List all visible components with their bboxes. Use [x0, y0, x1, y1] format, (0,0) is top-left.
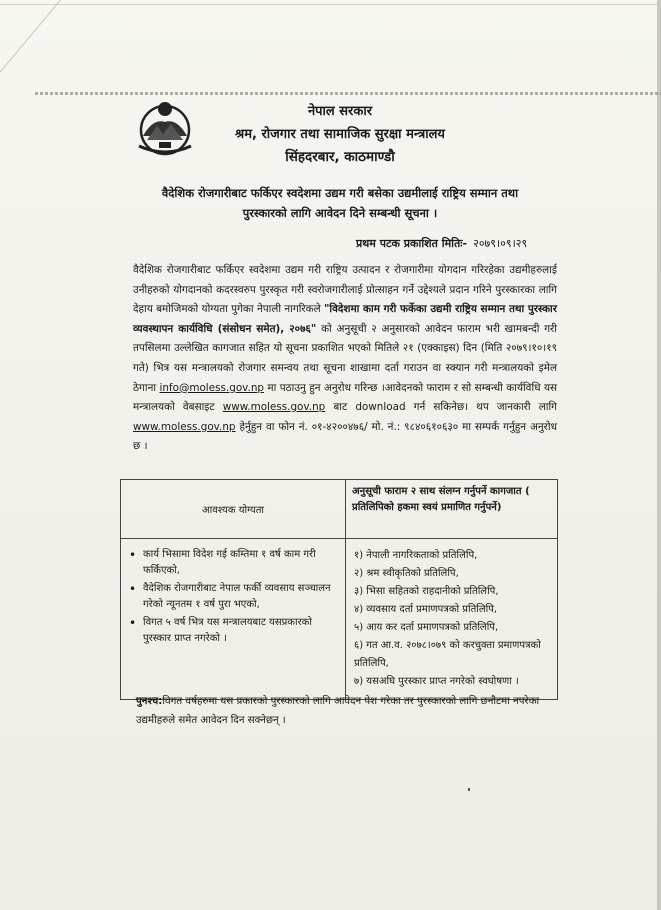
body-part-4: बाट download गर्न सकिनेछ। थप जानकारी लागि [325, 401, 557, 414]
requirements-table [120, 479, 558, 700]
office-address: सिंहदरबार, काठमाण्डौ [285, 149, 395, 165]
government-name: नेपाल सरकार [307, 104, 373, 119]
eligibility-item: • वैदेशिक रोजगारीबाट नेपाल फर्की व्यवसाय सञ्चालन गरेको न्यूनतम १ वर्ष पुरा भएको, [129, 581, 339, 613]
document-item: ४) व्यवसाय दर्ता प्रमाणपत्रको प्रतिलिपि, [354, 604, 498, 615]
postscript-note [136, 692, 556, 730]
eligibility-cell [121, 539, 346, 700]
document-item: ७) यसअघि पुरस्कार प्राप्त नगरेको स्वघोषणा । [354, 676, 519, 687]
publication-date-label: प्रथम पटक प्रकाशित मितिः- [356, 237, 468, 250]
documents-cell [346, 539, 558, 700]
body-part-3: मा पठाउनु हुन अनुरोध गरिन्छ ।आवेदनको फाराम र सो सम्बन्धी कार्यविधि यस मन्त्रालयको वेबसाइट [133, 381, 557, 414]
document-item: १) नेपाली नागरिकताको प्रतिलिपि, [354, 550, 478, 561]
procedure-title: "विदेशमा काम गरी फर्केका उद्यमी राष्ट्रिय सम्मान तथा पुरस्कार व्यवस्थापन कार्यविधि (संसोधन समेत), २०७६" [133, 303, 557, 335]
ministry-name: श्रम, रोजगार तथा सामाजिक सुरक्षा मन्त्रालय [235, 127, 445, 142]
documents-header: अनुसूची फाराम २ साथ संलग्न गर्नुपर्ने कागजात ( प्रतिलिपिको हकमा स्वयं प्रमाणित गर्नुपर्ने) [346, 480, 558, 539]
publication-date-value: २०७९।०९।२९ [473, 237, 528, 250]
notice-subject-line1: वैदेशिक रोजगारीबाट फर्किएर स्वदेशमा उद्यम गरी बसेका उद्यमीलाई राष्ट्रिय सम्मान तथा [161, 186, 519, 200]
notice-body [133, 261, 557, 457]
document-item: ५) आय कर दर्ता प्रमाणपत्रको प्रतिलिपि, [354, 622, 499, 633]
website-link-2[interactable]: www.moless.gov.np [133, 420, 236, 433]
header-divider [35, 92, 661, 95]
eligibility-item: • कार्य भिसामा विदेश गई कम्तिमा १ वर्ष काम गरी फर्किएको, [129, 547, 339, 579]
eligibility-list [121, 539, 345, 657]
postscript-text: विगत वर्षहरुमा यस प्रकारको पुरस्कारको लागि आवेदन पेश गरेका तर पुरस्कारको लागि छनौटमा नपरेका उद्यमीहरुले समेत आवेदन दिन सक्नेछन् । [136, 696, 540, 726]
email-link[interactable]: info@moless.gov.np [159, 381, 264, 394]
notice-subject-line2: पुरस्कारको लागि आवेदन दिने सम्बन्धी सूचना । [242, 206, 438, 220]
scan-speck [468, 788, 470, 791]
body-part-1: वैदेशिक रोजगारीबाट फर्किएर स्वदेशमा उद्यम गरी राष्ट्रिय उत्पादन र रोजगारीमा योगदान गरिरहेका उद्यमीहरुलाई उनीहरुको योगदानको कदरस्वरुप पुरस्कृत गरी स्वरोजगारीलाई प्रोत्साहन गर्ने उद्देश्यले प्रदान गरिने पुरस्कारका लागि देहाय बमोजिमको योग्यता पुगेका नेपाली नागरिकले [133, 264, 557, 316]
page-right-edge [657, 0, 661, 910]
document-item: २) श्रम स्वीकृतिको प्रतिलिपि, [354, 568, 459, 579]
publication-date [356, 236, 527, 251]
website-link-1[interactable]: www.moless.gov.np [222, 401, 326, 414]
eligibility-header: आवश्यक योग्यता [121, 480, 346, 539]
eligibility-item: • विगत ५ वर्ष भित्र यस मन्त्रालयबाट यसप्रकारको पुरस्कार प्राप्त नगरेको । [129, 615, 339, 647]
body-part-5: हेर्नुहुन वा फोन नं. ०१-४२००४७६/ मो. नं.: ९८४०६१०६३० मा सम्पर्क गर्नुहुन अनुरोध छ । [133, 420, 557, 453]
nepal-emblem-icon [133, 96, 197, 158]
document-item: ३) भिसा सहितको राहदानीको प्रतिलिपि, [354, 586, 499, 597]
document-item: ६) गत आ.व. २०७८।०७९ को करचुक्ता प्रमाणपत्रको प्रतिलिपि, [354, 640, 541, 669]
postscript-label: पुनश्च: [136, 696, 163, 707]
body-part-2: को अनुसूची २ अनुसारको आवेदन फाराम भरी खामबन्दी गरी तपसिलमा उल्लेखित कागजात सहित यो सूचना प्रकाशित भएको मितिले २१ (एक्काइस) दिन (मिति २०७९।१०।१९ गते) भित्र यस मन्त्रालयको रोजगार समन्वय तथा सूचना शाखामा दर्ता गराउन वा स्क्यान गरी मन्त्रालयको इमेल ठेगाना [133, 322, 557, 394]
documents-list [346, 539, 557, 699]
